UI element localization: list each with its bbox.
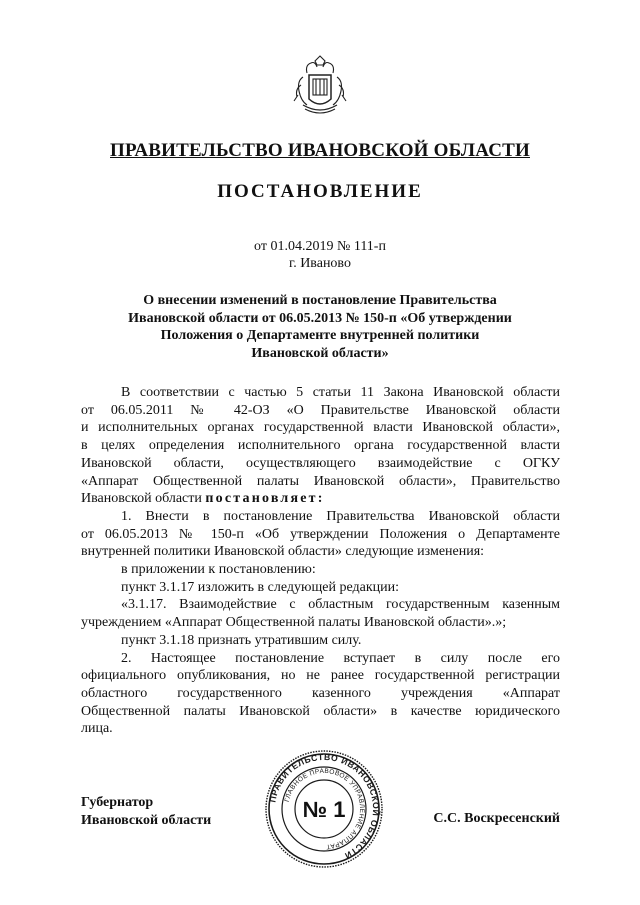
signer-name: С.С. Воскресенский bbox=[433, 811, 560, 826]
seal-number: № 1 bbox=[302, 797, 346, 822]
body-line: Ивановской области, осуществляющего взаимодействие с ОГКУ bbox=[81, 455, 560, 471]
document-subject bbox=[80, 292, 560, 362]
coat-of-arms-emblem bbox=[289, 55, 351, 117]
body-line: официального опубликования, но не ранее государственной регистрации bbox=[81, 668, 560, 684]
official-seal bbox=[264, 749, 384, 869]
body-line: в приложении к постановлению: bbox=[121, 562, 316, 578]
body-line: «3.1.17. Взаимодействие с областным государственным казенным bbox=[121, 597, 560, 613]
body-line: Общественной палаты Ивановской области» в качестве юридического bbox=[81, 703, 560, 719]
date-number-line: от 01.04.2019 № 111-п bbox=[254, 239, 386, 254]
subject-line: О внесении изменений в постановление Правительства bbox=[143, 293, 497, 308]
subject-line: Ивановской области» bbox=[251, 345, 389, 361]
city: г. Иваново bbox=[289, 256, 351, 271]
seal-outer-text: ПРАВИТЕЛЬСТВО ИВАНОВСКОЙ ОБЛАСТИ bbox=[267, 751, 382, 862]
signature-region: Ивановской области bbox=[81, 813, 212, 828]
signature-title: Губернатор bbox=[81, 795, 154, 810]
body-line: областного государственного казенного учреждения «Аппарат bbox=[81, 685, 560, 701]
body-line: 2. Настоящее постановление вступает в силу после его bbox=[121, 650, 560, 666]
government-title: ПРАВИТЕЛЬСТВО ИВАНОВСКОЙ ОБЛАСТИ bbox=[110, 140, 530, 161]
document-body bbox=[81, 384, 560, 738]
body-line: В соответствии с частью 5 статьи 11 Закона Ивановской области bbox=[121, 385, 560, 400]
body-line: от 06.05.2011 № 42-ОЗ «О Правительстве Ивановской области bbox=[81, 402, 560, 418]
document-type: ПОСТАНОВЛЕНИЕ bbox=[217, 181, 423, 202]
subject-line: Ивановской области от 06.05.2013 № 150-п «Об утверждении bbox=[128, 310, 512, 326]
subject-line: Положения о Департаменте внутренней политики bbox=[160, 328, 480, 343]
body-line: от 06.05.2013 № 150-п «Об утверждении Положения о Департаменте bbox=[81, 526, 560, 542]
body-line: пункт 3.1.17 изложить в следующей редакции: bbox=[121, 579, 399, 595]
body-line: в целях определения исполнительного органа государственной власти bbox=[81, 438, 560, 454]
body-line: лица. bbox=[81, 721, 113, 737]
seal-inner-text: ГЛАВНОЕ ПРАВОВОЕ УПРАВЛЕНИЕ АППАРАТ bbox=[283, 767, 366, 850]
body-line bbox=[81, 490, 560, 508]
signature-position bbox=[81, 794, 211, 830]
body-line: 1. Внести в постановление Правительства Ивановской области bbox=[121, 508, 560, 524]
body-line: учреждением «Аппарат Общественной палаты Ивановской области».»; bbox=[81, 615, 507, 631]
body-line: «Аппарат Общественной палаты Ивановской области», Правительство bbox=[81, 473, 560, 489]
body-line: внутренней политики Ивановской области» следующие изменения: bbox=[81, 544, 485, 560]
body-line: пункт 3.1.18 признать утратившим силу. bbox=[121, 632, 362, 648]
body-line-text: Ивановской области bbox=[81, 491, 202, 507]
resolves-word: постановляет: bbox=[205, 491, 325, 507]
body-line: и исполнительных органах государственной власти Ивановской области», bbox=[81, 420, 560, 436]
